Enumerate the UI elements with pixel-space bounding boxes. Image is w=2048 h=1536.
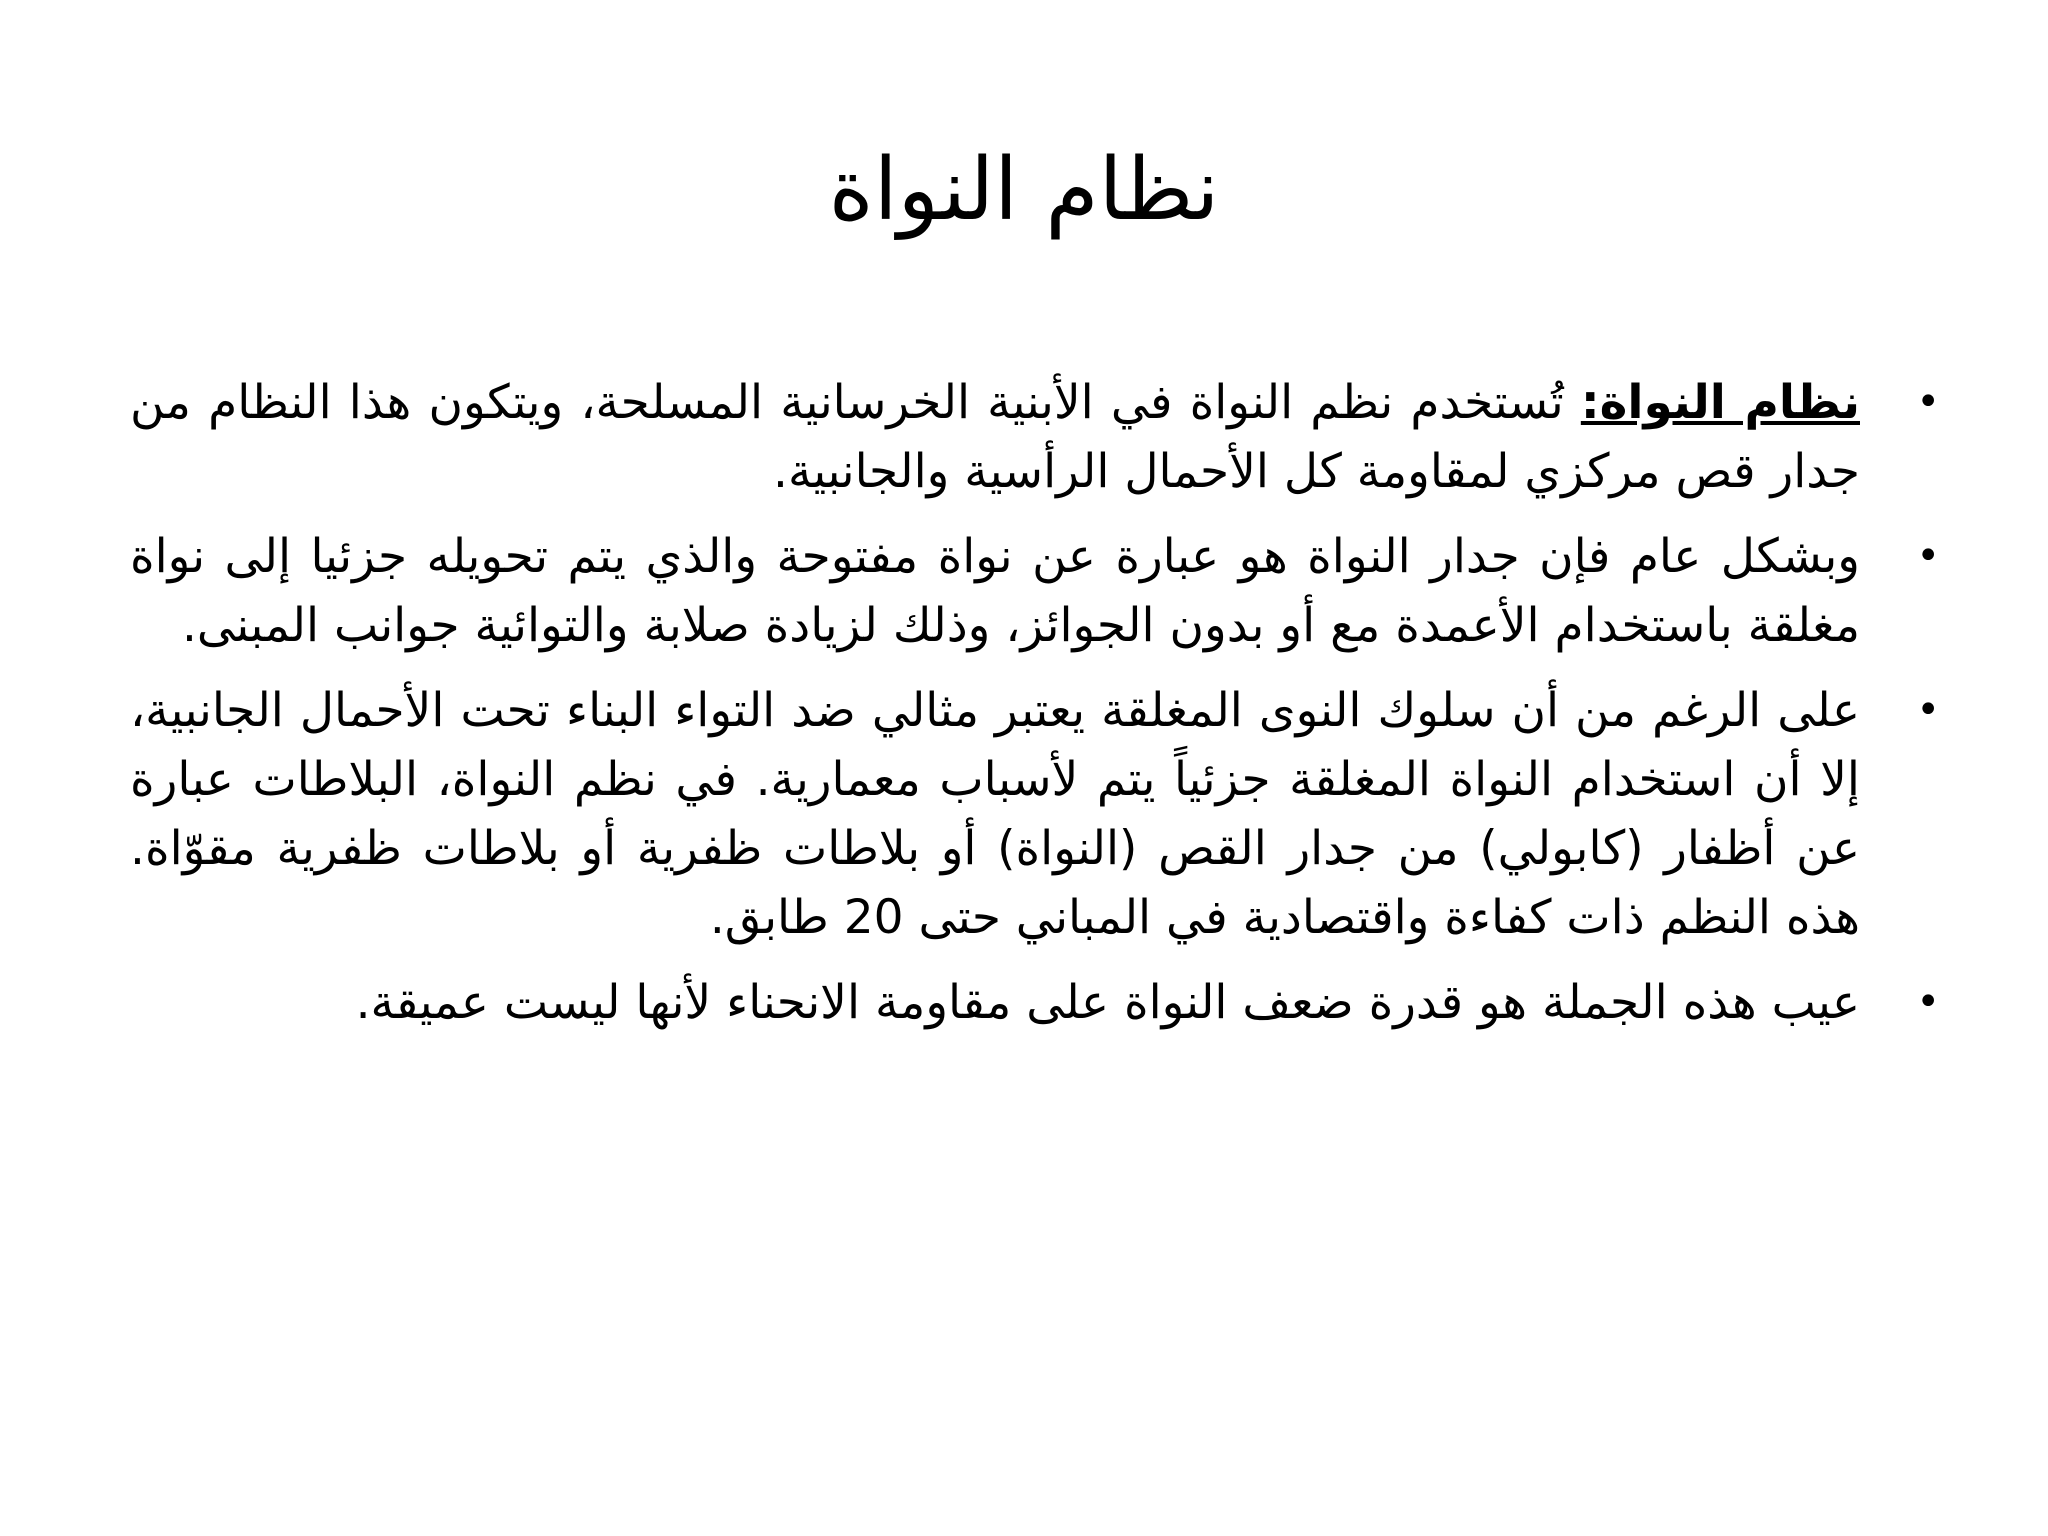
bullet-item [130,522,1940,660]
bullet-dot-icon: • [1916,979,1940,1025]
slide-title: نظام النواة [828,140,1220,240]
bullet-text: وبشكل عام فإن جدار النواة هو عبارة عن نواة مفتوحة والذي يتم تحويله جزئيا إلى نواة مغلقة باستخدام الأعمدة مع أو بدون الجوائز، وذلك لزيادة صلابة والتوائية جوانب المبنى. [130,529,1860,653]
bullet-item [130,676,1940,952]
bullet-item [130,968,1940,1037]
bullet-text: تُستخدم نظم النواة في الأبنية الخرسانية المسلحة، ويتكون هذا النظام من جدار قص مركزي لمقاومة كل الأحمال الرأسية والجانبية. [130,375,1860,499]
bullet-text: عيب هذه الجملة هو قدرة ضعف النواة على مقاومة الانحناء لأنها ليست عميقة. [355,975,1860,1030]
bullet-dot-icon: • [1916,687,1940,733]
bullet-list [130,368,1940,1053]
bullet-text: على الرغم من أن سلوك النوى المغلقة يعتبر مثالي ضد التواء البناء تحت الأحمال الجانبية، إلا أن استخدام النواة المغلقة جزئياً يتم لأسباب معمارية. في نظم النواة، البلاطات عبارة عن أظفار (كابولي) من جدار القص (النواة) أو بلاطات ظفرية أو بلاطات ظفرية مقوّاة. هذه النظم ذات كفاءة واقتصادية في المباني حتى 20 طابق. [130,683,1860,945]
bullet-lead-term: نظام النواة: [1580,375,1860,430]
bullet-dot-icon: • [1916,533,1940,579]
bullet-dot-icon: • [1916,379,1940,425]
bullet-item [130,368,1940,506]
